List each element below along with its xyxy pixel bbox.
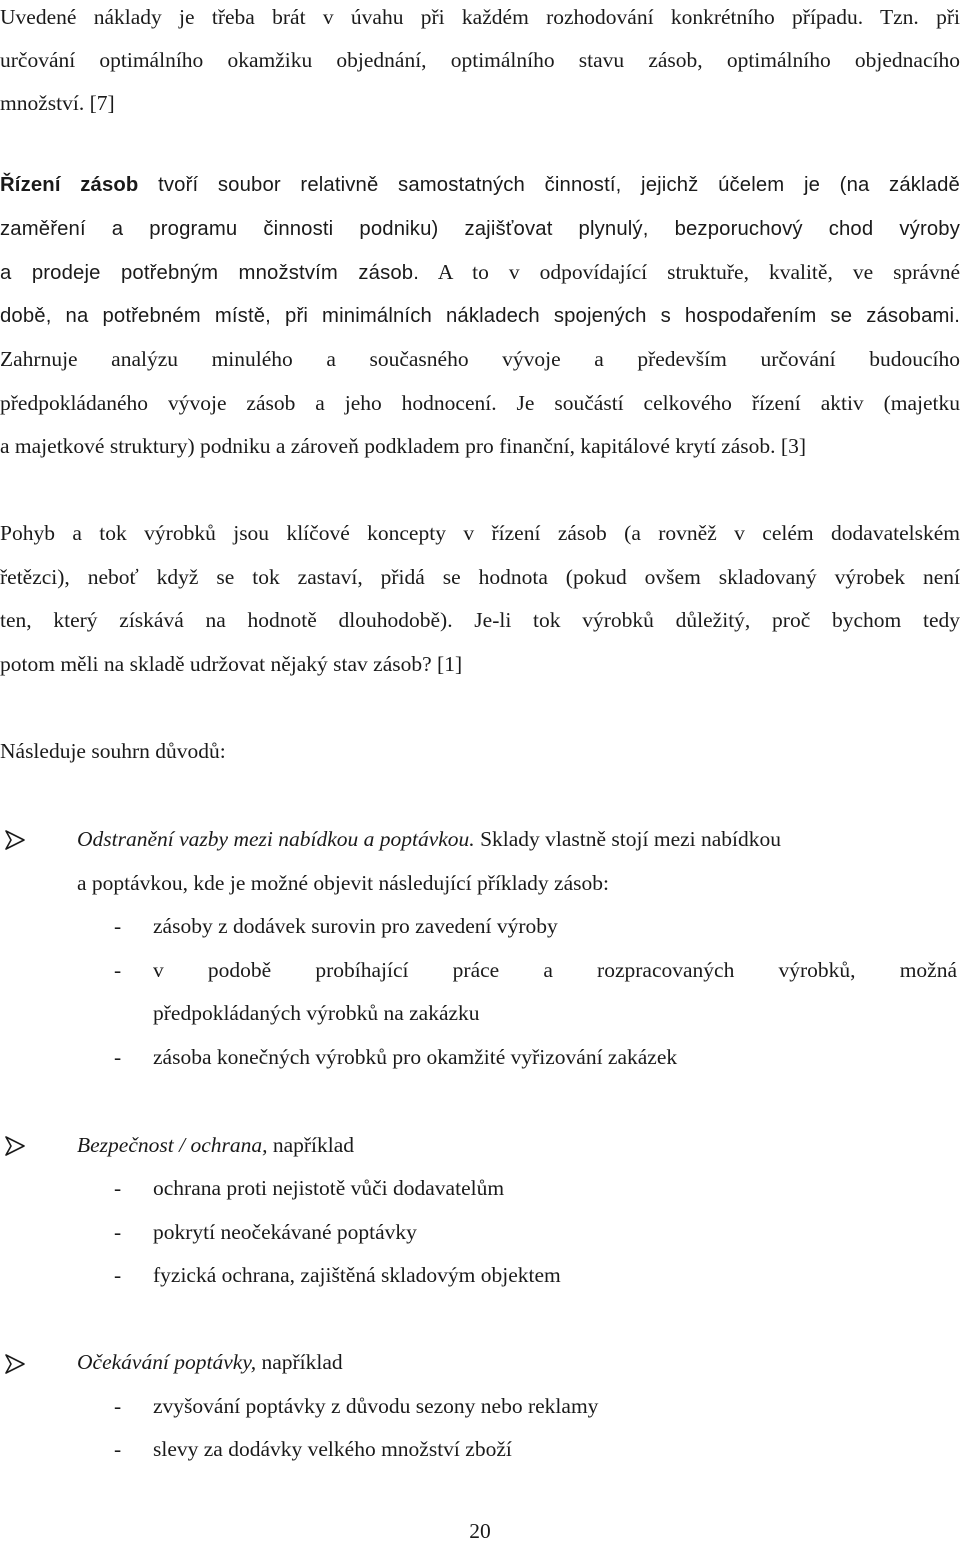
- text-line: určování optimálního okamžiku objednání, optimálního stavu zásob, optimálního objednacího: [0, 48, 960, 72]
- dash-marker: -: [114, 1220, 122, 1244]
- text-line: Zahrnuje analýzu minulého a současného vývoje a především určování budoucího: [0, 347, 960, 371]
- text-line: množství. [7]: [0, 91, 115, 115]
- arrowhead-bullet-icon: [4, 1135, 26, 1157]
- bullet-title: Očekávání poptávky,: [77, 1350, 257, 1374]
- text-line: a prodeje potřebným množstvím zásob. A to v odpovídající struktuře, kvalitě, ve správné: [0, 260, 960, 284]
- list-item: ochrana proti nejistotě vůči dodavatelům: [153, 1176, 505, 1200]
- dash-marker: -: [114, 1263, 122, 1287]
- text-line: době, na potřebném místě, při minimálních nákladech spojených s hospodařením se zásobami.: [0, 305, 960, 327]
- reasons-intro: Následuje souhrn důvodů:: [0, 739, 226, 763]
- dash-marker: -: [114, 1394, 122, 1418]
- text-line: předpokládaného vývoje zásob a jeho hodnocení. Je součástí celkového řízení aktiv (majetku: [0, 391, 960, 415]
- text-line: řetězci), neboť když se tok zastaví, přidá se hodnota (pokud ovšem skladovaný výrobek není: [0, 565, 960, 589]
- list-item: fyzická ochrana, zajištěná skladovým objektem: [153, 1263, 561, 1287]
- arrowhead-bullet-icon: [4, 1353, 26, 1375]
- bullet-title: Bezpečnost / ochrana,: [77, 1133, 268, 1157]
- bold-term: Řízení zásob: [0, 174, 139, 196]
- bullet-title: Odstranění vazby mezi nabídkou a poptávkou.: [77, 827, 475, 851]
- dash-marker: -: [114, 914, 122, 938]
- bullet-text: Očekávání poptávky, například: [77, 1350, 343, 1374]
- dash-marker: -: [114, 958, 122, 982]
- list-item: zásoba konečných výrobků pro okamžité vyřizování zakázek: [153, 1045, 678, 1069]
- bullet-text: Odstranění vazby mezi nabídkou a poptávkou. Sklady vlastně stojí mezi nabídkou: [77, 827, 782, 851]
- dash-marker: -: [114, 1045, 122, 1069]
- arrowhead-bullet-icon: [4, 829, 26, 851]
- list-item: slevy za dodávky velkého množství zboží: [153, 1437, 512, 1461]
- text-line: potom měli na skladě udržovat nějaký stav zásob? [1]: [0, 652, 463, 676]
- list-item: zvyšování poptávky z důvodu sezony nebo reklamy: [153, 1394, 599, 1418]
- text-line: a majetkové struktury) podniku a zároveň podkladem pro finanční, kapitálové krytí zásob. [3]: [0, 434, 806, 458]
- text-line: zaměření a programu činnosti podniku) zajišťovat plynulý, bezporuchový chod výroby: [0, 218, 960, 240]
- list-item: zásoby z dodávek surovin pro zavedení výroby: [153, 914, 558, 938]
- page-number: 20: [469, 1519, 491, 1543]
- list-item: v podobě probíhající práce a rozpracovaných výrobků, možná: [153, 958, 957, 982]
- list-item: pokrytí neočekávané poptávky: [153, 1220, 417, 1244]
- bullet-continuation: a poptávkou, kde je možné objevit následující příklady zásob:: [77, 871, 609, 895]
- text-line: Uvedené náklady je třeba brát v úvahu při každém rozhodování konkrétního případu. Tzn. při: [0, 5, 960, 29]
- dash-marker: -: [114, 1437, 122, 1461]
- text-line: Řízení zásob tvoří soubor relativně samostatných činností, jejichž účelem je (na základě: [0, 174, 960, 196]
- text-line: ten, který získává na hodnotě dlouhodobě). Je-li tok výrobků důležitý, proč bychom tedy: [0, 608, 960, 632]
- dash-marker: -: [114, 1176, 122, 1200]
- list-item-continuation: předpokládaných výrobků na zakázku: [153, 1001, 480, 1025]
- text-line: Pohyb a tok výrobků jsou klíčové koncepty v řízení zásob (a rovněž v celém dodavatelském: [0, 521, 960, 545]
- bullet-text: Bezpečnost / ochrana, například: [77, 1133, 355, 1157]
